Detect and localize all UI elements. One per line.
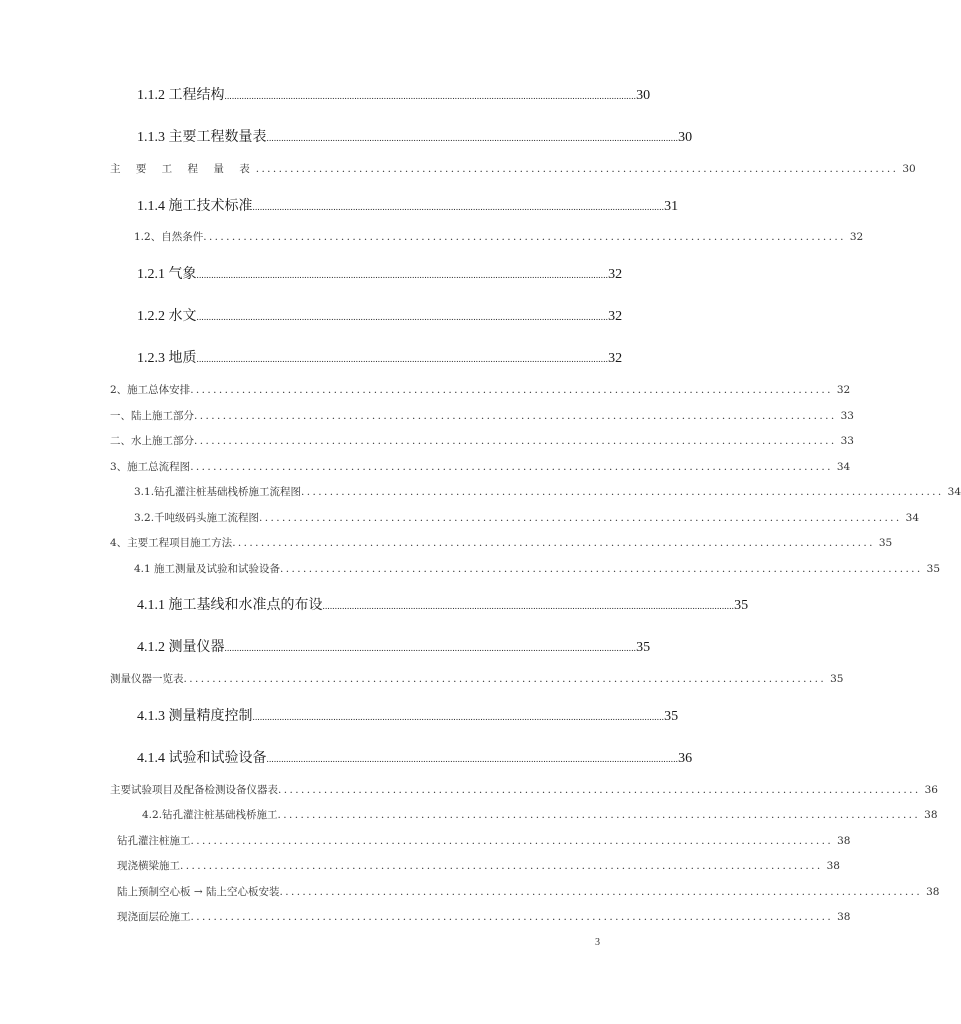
toc-entry[interactable]: [117, 833, 851, 848]
toc-entry-label: 4.1 施工测量及试验和试验设备: [134, 563, 281, 575]
toc-entry-page: 30: [636, 88, 651, 103]
toc-entry-page: 34: [905, 512, 920, 524]
toc-entry-label: 2、施工总体安排: [110, 384, 191, 396]
toc-entry-page: 38: [837, 835, 851, 847]
dot-leader: ........................................................................................................................................................................: [266, 133, 679, 143]
dot-leader: ........................................................................................................................................................................: [322, 601, 735, 611]
dot-leader: ................................................................................................................: [180, 860, 823, 872]
toc-entry-page: 32: [836, 384, 851, 396]
dot-leader: ................................................................................................................: [278, 784, 921, 796]
toc-entry-page: 32: [849, 231, 864, 243]
toc-entry[interactable]: [137, 84, 651, 104]
toc-entry[interactable]: [110, 671, 844, 686]
toc-entry-page: 35: [926, 563, 941, 575]
toc-entry-page: 32: [608, 309, 623, 324]
toc-entry-label: 1.1.3 主要工程数量表: [137, 130, 267, 145]
toc-entry[interactable]: [134, 484, 961, 499]
toc-entry[interactable]: [137, 705, 679, 725]
toc-entry-label: 主要试验项目及配备检测设备仪器表: [110, 784, 278, 796]
toc-entry-label: 4.1.1 施工基线和水准点的布设: [137, 598, 323, 613]
toc-entry[interactable]: [137, 594, 749, 614]
toc-entry-label: 陆上预制空心板 → 陆上空心板安装: [117, 886, 280, 898]
toc-entry-page: 32: [608, 267, 623, 282]
toc-entry[interactable]: [137, 747, 693, 767]
toc-entry[interactable]: [110, 782, 938, 797]
toc-entry-label: 4.1.3 测量精度控制: [137, 709, 253, 724]
dot-leader: ................................................................................................................: [194, 435, 837, 447]
dot-leader: ........................................................................................................................................................................: [224, 643, 637, 653]
toc-entry[interactable]: [110, 459, 851, 474]
toc-entry-label: 1.2.3 地质: [137, 351, 197, 366]
dot-leader: ................................................................................................................: [190, 911, 834, 923]
toc-entry-page: 31: [664, 199, 679, 214]
toc-entry-label: 1.2.2 水文: [137, 309, 197, 324]
toc-entry-label: 主 要 工 程 量 表: [110, 163, 256, 175]
toc-entry-label: 3、施工总流程图: [110, 461, 191, 473]
dot-leader: ................................................................................................................: [277, 809, 921, 821]
toc-entry-page: 34: [836, 461, 851, 473]
toc-entry[interactable]: [134, 510, 920, 525]
toc-entry-page: 38: [926, 886, 940, 898]
toc-entry[interactable]: [117, 884, 940, 899]
dot-leader: ........................................................................................................................................................................: [196, 312, 609, 322]
toc-entry[interactable]: [137, 305, 623, 325]
toc-entry-label: 二、水上施工部分: [110, 435, 194, 447]
dot-leader: ................................................................................................................: [190, 835, 834, 847]
dot-leader: ................................................................................................................: [279, 886, 923, 898]
toc-entry[interactable]: [117, 909, 851, 924]
toc-entry-label: 1.2.1 气象: [137, 267, 197, 282]
dot-leader: ................................................................................................................: [255, 163, 899, 175]
toc-entry-page: 38: [924, 809, 938, 821]
dot-leader: ........................................................................................................................................................................: [252, 202, 665, 212]
dot-leader: ................................................................................................................: [301, 486, 944, 498]
toc-entry-label: 一、陆上施工部分: [110, 410, 194, 422]
toc-entry-label: 1.2、自然条件: [134, 231, 204, 243]
dot-leader: ................................................................................................................: [203, 231, 846, 243]
toc-entry-label: 钻孔灌注桩施工: [117, 835, 191, 847]
dot-leader: ................................................................................................................: [232, 537, 875, 549]
toc-entry-page: 38: [837, 911, 851, 923]
dot-leader: ................................................................................................................: [280, 563, 923, 575]
toc-entry[interactable]: [137, 126, 693, 146]
toc-entry-page: 35: [636, 640, 651, 655]
dot-leader: ........................................................................................................................................................................: [196, 270, 609, 280]
dot-leader: ........................................................................................................................................................................: [266, 754, 679, 764]
toc-entry-label: 测量仪器一览表: [110, 673, 184, 685]
toc-entry[interactable]: [137, 195, 679, 215]
toc-entry-page: 33: [840, 435, 854, 447]
toc-entry-page: 36: [678, 751, 693, 766]
dot-leader: ................................................................................................................: [183, 673, 827, 685]
toc-entry-page: 30: [678, 130, 693, 145]
toc-entry[interactable]: [137, 347, 623, 367]
toc-entry-page: 30: [902, 163, 916, 175]
toc-entry-label: 1.1.2 工程结构: [137, 88, 225, 103]
toc-entry-label: 现浇面层砼施工: [117, 911, 191, 923]
toc-entry-page: 35: [878, 537, 893, 549]
toc-entry-label: 3.1.钻孔灌注桩基础栈桥施工流程图: [134, 486, 302, 498]
toc-entry[interactable]: [137, 636, 651, 656]
dot-leader: ................................................................................................................: [190, 461, 833, 473]
toc-entry-label: 4.1.4 试验和试验设备: [137, 751, 267, 766]
dot-leader: ........................................................................................................................................................................: [224, 91, 637, 101]
toc-entry-page: 36: [924, 784, 938, 796]
toc-entry[interactable]: [142, 807, 938, 822]
toc-entry-page: 34: [947, 486, 961, 498]
dot-leader: ................................................................................................................: [190, 384, 833, 396]
toc-entry-label: 3.2.千吨级码头施工流程图: [134, 512, 260, 524]
toc-entry[interactable]: [117, 858, 840, 873]
toc-entry-page: 32: [608, 351, 623, 366]
toc-entry[interactable]: [134, 229, 864, 244]
toc-entry-label: 现浇横梁施工: [117, 860, 180, 872]
toc-entry-page: 38: [826, 860, 840, 872]
dot-leader: ........................................................................................................................................................................: [196, 354, 609, 364]
toc-entry-page: 33: [840, 410, 854, 422]
dot-leader: ........................................................................................................................................................................: [252, 712, 665, 722]
toc-entry[interactable]: [110, 408, 854, 423]
toc-entry-page: 35: [830, 673, 844, 685]
toc-entry-page: 35: [664, 709, 679, 724]
dot-leader: ................................................................................................................: [194, 410, 837, 422]
toc-entry[interactable]: [137, 263, 623, 283]
toc-entry-label: 4、主要工程项目施工方法: [110, 537, 233, 549]
page-number: 3: [595, 937, 600, 948]
toc-entry-label: 4.2.钻孔灌注桩基础栈桥施工: [142, 809, 278, 821]
toc-entry[interactable]: [110, 535, 893, 550]
toc-entry[interactable]: [110, 433, 854, 448]
toc-entry-label: 1.1.4 施工技术标准: [137, 199, 253, 214]
toc-entry-label: 4.1.2 测量仪器: [137, 640, 225, 655]
dot-leader: ................................................................................................................: [259, 512, 902, 524]
toc-entry[interactable]: [134, 561, 941, 576]
toc-entry[interactable]: [110, 161, 916, 176]
toc-entry[interactable]: [110, 382, 851, 397]
toc-entry-page: 35: [734, 598, 749, 613]
